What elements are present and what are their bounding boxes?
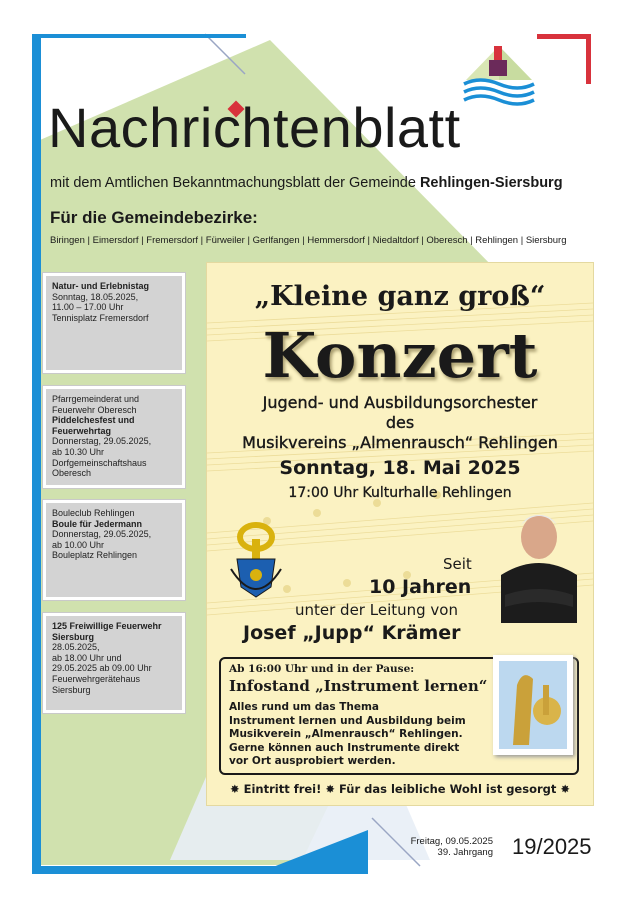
concert-poster — [206, 262, 594, 806]
sidebar-event-line: Pfarrgemeinderat und — [52, 394, 140, 404]
sidebar-event-line: Feuerwehr Oberesch — [52, 404, 137, 415]
sidebar-event-line: Donnerstag, 29.05.2025, — [52, 529, 152, 540]
info-stand-line: Instrument lernen und Ausbildung beim — [229, 714, 466, 727]
club-emblem-icon — [225, 517, 287, 605]
district-item: Niedaltdorf — [372, 235, 419, 246]
districts-heading: Für die Gemeindebezirke: — [50, 208, 258, 227]
district-separator: | — [364, 235, 373, 246]
sidebar-event-title-line: 125 Freiwillige Feuerwehr — [52, 621, 162, 631]
frame-bar-top — [32, 34, 246, 38]
info-stand-text — [229, 701, 489, 769]
district-separator: | — [299, 235, 308, 246]
district-item: Oberesch — [426, 235, 468, 246]
poster-years: 10 Jahren — [369, 576, 472, 598]
districts-list — [50, 235, 567, 246]
district-item: Biringen — [50, 235, 85, 246]
district-separator: | — [198, 235, 206, 246]
frame-bar-left — [32, 34, 41, 874]
sidebar-event-line: 28.05.2025, — [52, 642, 100, 653]
info-stand-line: Musikverein „Almenrausch“ Rehlingen. — [229, 728, 463, 740]
sidebar-event-line: ab 10.30 Uhr — [52, 446, 105, 457]
sidebar-event-title-line: Siersburg — [52, 631, 95, 642]
frame-bar-bottom — [32, 866, 368, 874]
subtitle-prefix: mit dem Amtlichen Bekanntmachungsblatt der Gemeinde — [50, 175, 420, 191]
instruments-photo — [493, 655, 573, 755]
poster-direction: unter der Leitung von — [295, 601, 458, 619]
poster-tagline: „Kleine ganz groß“ — [254, 281, 546, 312]
district-separator: | — [518, 235, 526, 246]
info-stand-title: Infostand „Instrument lernen“ — [229, 677, 488, 695]
issue-number: 19/2025 — [512, 834, 592, 859]
sidebar-event-line: 29.05.2025 ab 09.00 Uhr — [52, 663, 152, 674]
district-separator: | — [418, 235, 427, 246]
red-corner-side — [586, 34, 591, 84]
poster-headline: Konzert — [262, 319, 538, 392]
poster-date: Sonntag, 18. Mai 2025 — [279, 457, 521, 479]
district-item: Fürweiler — [205, 235, 245, 246]
page-title: Nachrichtenblatt — [48, 96, 461, 159]
district-item: Rehlingen — [475, 235, 519, 246]
poster-since: Seit — [443, 555, 472, 573]
district-item: Fremersdorf — [146, 235, 199, 246]
sidebar-event-line: Sonntag, 18.05.2025, — [52, 291, 139, 302]
sidebar-event-line: Dorfgemeinschaftshaus — [52, 457, 147, 468]
poster-conductor: Josef „Jupp“ Krämer — [243, 622, 461, 644]
red-corner-top — [537, 34, 591, 39]
sidebar-event-box — [43, 386, 185, 488]
sidebar-event-line: ab 10.00 Uhr — [52, 539, 105, 550]
poster-footer: ✸ Eintritt frei! ✸ Für das leibliche Wohl ist gesorgt ✸ — [229, 782, 571, 796]
district-item: Hemmersdorf — [307, 235, 365, 246]
district-separator: | — [467, 235, 476, 246]
sidebar-event-box — [43, 500, 185, 600]
sidebar-event-line: Donnerstag, 29.05.2025, — [52, 436, 152, 447]
poster-orchestra-line1: Jugend- und Ausbildungsorchester — [262, 393, 538, 412]
municipality-logo-icon — [462, 40, 536, 110]
district-item: Eimersdorf — [92, 235, 139, 246]
district-separator: | — [138, 235, 147, 246]
sidebar-event-title-line: Natur- und Erlebnistag — [52, 281, 150, 291]
sidebar-event-line: Bouleplatz Rehlingen — [52, 550, 138, 561]
sidebar-event-line: Oberesch — [52, 468, 92, 479]
poster-orchestra-line3: Musikvereins „Almenrausch“ Rehlingen — [242, 433, 558, 452]
sidebar-event-line: Bouleclub Rehlingen — [52, 508, 135, 518]
sidebar-event-title-line: Piddelchesfest und — [52, 415, 135, 426]
issue-volume: 39. Jahrgang — [437, 847, 493, 858]
info-stand-line: Gerne können auch Instrumente direkt — [229, 741, 460, 754]
info-stand-line: Alles rund um das Thema — [229, 701, 380, 713]
info-stand-pre: Ab 16:00 Uhr und in der Pause: — [229, 663, 415, 675]
district-item: Gerlfangen — [252, 235, 300, 246]
info-stand-line: vor Ort ausprobiert werden. — [229, 755, 396, 767]
issue-date: Freitag, 09.05.2025 — [410, 836, 493, 847]
page-subtitle — [50, 175, 563, 191]
sidebar-event-line: ab 18.00 Uhr und — [52, 652, 122, 663]
poster-orchestra-line2: des — [385, 413, 415, 432]
conductor-photo — [487, 503, 587, 623]
sidebar-event-line: Feuerwehrgerätehaus — [52, 673, 141, 684]
sidebar-event-box — [43, 613, 185, 713]
sidebar-event-line: Siersburg — [52, 684, 91, 695]
info-stand-box — [219, 657, 579, 775]
district-separator: | — [244, 235, 253, 246]
poster-time-place: 17:00 Uhr Kulturhalle Rehlingen — [288, 485, 512, 501]
sidebar-event-title-line: Boule für Jedermann — [52, 518, 143, 529]
sidebar-event-title-line: Feuerwehrtag — [52, 425, 112, 436]
issue-date-block — [398, 836, 493, 858]
subtitle-municipality: Rehlingen-Siersburg — [419, 175, 563, 191]
district-item: Siersburg — [525, 235, 567, 246]
sidebar-event-box — [43, 273, 185, 373]
district-separator: | — [84, 235, 93, 246]
sidebar-event-line: 11.00 – 17.00 Uhr — [52, 302, 124, 313]
sidebar-event-line: Tennisplatz Fremersdorf — [52, 312, 149, 323]
